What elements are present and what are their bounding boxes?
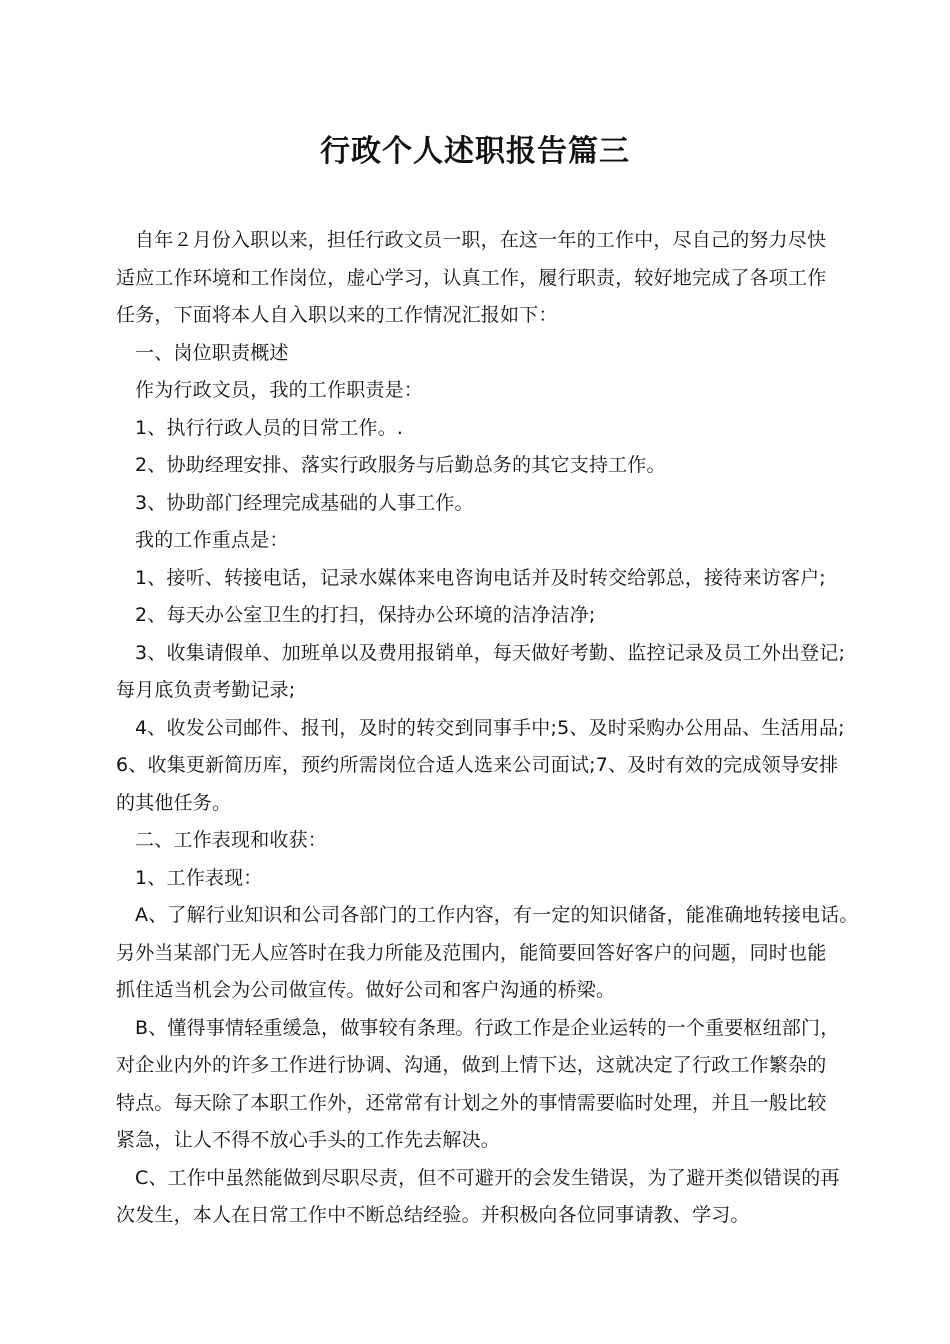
list-item: 4、收发公司邮件、报刊，及时的转交到同事手中;5、及时采购办公用品、生活用品;: [135, 716, 845, 739]
paragraph-line: 次发生，本人在日常工作中不断总结经验。并积极向各位同事请教、学习。: [116, 1204, 750, 1226]
section-heading: 一、岗位职责概述: [135, 341, 289, 364]
paragraph-line: 我的工作重点是：: [135, 529, 289, 551]
paragraph-line: 另外当某部门无人应答时在我力所能及范围内，能简要回答好客户的问题，同时也能: [116, 941, 827, 964]
paragraph-line: A、了解行业知识和公司各部门的工作内容，有一定的知识储备，能准确地转接电话。: [135, 904, 859, 926]
paragraph-line: 抓住适当机会为公司做宣传。做好公司和客户沟通的桥梁。: [116, 979, 616, 1001]
paragraph-line: 6、收集更新简历库，预约所需岗位合适人选来公司面试;7、及时有效的完成领导安排: [116, 754, 839, 776]
paragraph-line: 作为行政文员，我的工作职责是：: [135, 379, 424, 401]
paragraph-line: 适应工作环境和工作岗位，虚心学习，认真工作，履行职责，较好地完成了各项工作: [116, 266, 827, 289]
paragraph-line: 对企业内外的许多工作进行协调、沟通，做到上情下达，这就决定了行政工作繁杂的: [116, 1054, 827, 1076]
page-title: 行政个人述职报告篇三: [320, 134, 630, 169]
paragraph-line: 每月底负责考勤记录;: [116, 679, 296, 701]
paragraph-line: 的其他任务。: [116, 791, 232, 814]
list-item: 1、执行行政人员的日常工作。.: [135, 416, 404, 439]
section-heading: 二、工作表现和收获：: [135, 829, 328, 851]
list-item: 3、协助部门经理完成基础的人事工作。: [135, 491, 474, 514]
document-body: [116, 222, 859, 1235]
list-item: 2、每天办公室卫生的打扫，保持办公环境的洁净洁净;: [135, 604, 596, 626]
paragraph-line: B、懂得事情轻重缓急，做事较有条理。行政工作是企业运转的一个重要枢纽部门，: [135, 1016, 840, 1039]
subsection-heading: 1、工作表现：: [135, 866, 263, 889]
paragraph-line: C、工作中虽然能做到尽职尽责，但不可避开的会发生错误，为了避开类似错误的再: [135, 1166, 840, 1189]
list-item: 1、接听、转接电话，记录水媒体来电咨询电话并及时转交给郭总，接待来访客户;: [135, 566, 826, 589]
paragraph-line: 自年２月份入职以来，担任行政文员一职，在这一年的工作中，尽自己的努力尽快: [135, 229, 827, 251]
list-item: 3、收集请假单、加班单以及费用报销单，每天做好考勤、监控记录及员工外出登记;: [135, 641, 846, 664]
paragraph-line: 特点。每天除了本职工作外，还常常有计划之外的事情需要临时处理，并且一般比较: [116, 1091, 827, 1114]
paragraph-line: 任务，下面将本人自入职以来的工作情况汇报如下：: [116, 304, 558, 326]
list-item: 2、协助经理安排、落实行政服务与后勤总务的其它支持工作。: [135, 454, 666, 476]
paragraph-line: 紧急，让人不得不放心手头的工作先去解决。: [116, 1129, 501, 1151]
